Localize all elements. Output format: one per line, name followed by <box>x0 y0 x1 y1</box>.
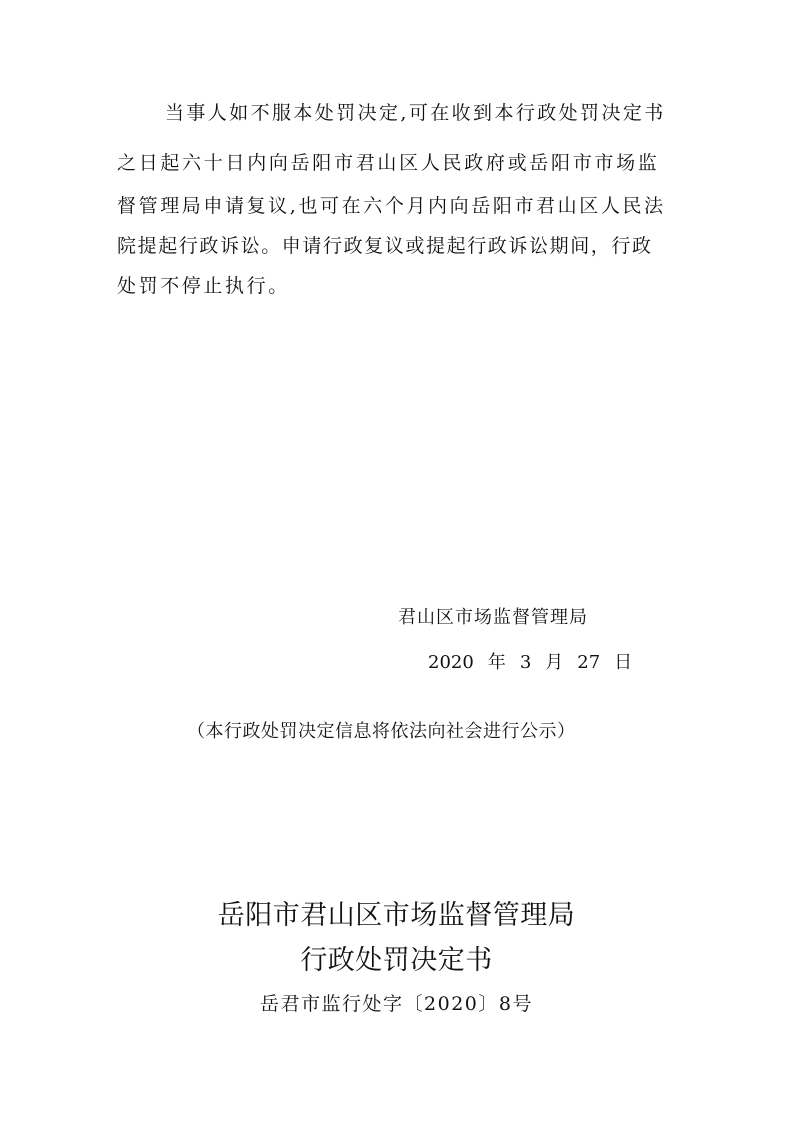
date-day: 27 <box>577 652 601 673</box>
appeal-paragraph-line-2: 之日起六十日内向岳阳市君山区人民政府或岳阳市市场监 <box>117 152 660 174</box>
appeal-paragraph-line-5: 处罚不停止执行。 <box>117 275 290 297</box>
document-title: 行政处罚决定书 <box>300 945 493 976</box>
signing-organization: 君山区市场监督管理局 <box>398 607 588 628</box>
appeal-paragraph-line-4: 院提起行政诉讼。申请行政复议或提起行政诉讼期间，行政 <box>117 235 653 257</box>
signing-date <box>428 648 632 674</box>
date-day-unit: 日 <box>614 652 633 673</box>
document-number: 岳君市监行处字〔2020〕8号 <box>260 993 533 1015</box>
organization-title: 岳阳市君山区市场监督管理局 <box>217 900 576 931</box>
date-month-unit: 月 <box>545 652 564 673</box>
date-month: 3 <box>519 652 532 673</box>
public-disclosure-notice: （本行政处罚决定信息将依法向社会进行公示） <box>187 721 576 742</box>
date-year-unit: 年 <box>487 652 506 673</box>
appeal-paragraph-line-3: 督管理局申请复议,也可在六个月内向岳阳市君山区人民法 <box>117 195 666 217</box>
date-year: 2020 <box>428 652 474 673</box>
appeal-paragraph-line-1: 当事人如不服本处罚决定,可在收到本行政处罚决定书 <box>165 102 666 124</box>
